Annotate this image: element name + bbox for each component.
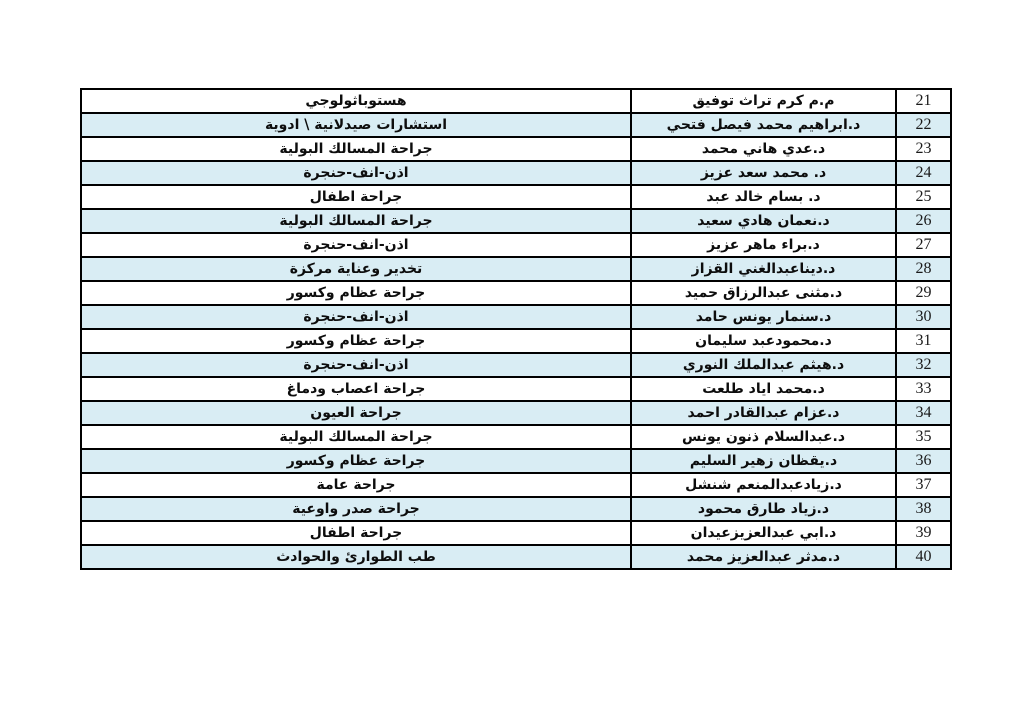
table-row — [81, 521, 951, 545]
row-number-cell: 23 — [896, 137, 951, 161]
specialty-cell: جراحة صدر واوعية — [81, 497, 631, 521]
row-number-cell: 32 — [896, 353, 951, 377]
doctor-name-cell: د.ديناعبدالغني القزاز — [631, 257, 896, 281]
specialty-cell: جراحة المسالك البولية — [81, 137, 631, 161]
table-row — [81, 89, 951, 113]
table-row — [81, 137, 951, 161]
doctor-name-cell: د.محمودعبد سليمان — [631, 329, 896, 353]
doctor-name-cell: د.مدثر عبدالعزيز محمد — [631, 545, 896, 569]
doctor-name-cell: د.سنمار يونس حامد — [631, 305, 896, 329]
doctors-table — [80, 88, 952, 570]
row-number-cell: 33 — [896, 377, 951, 401]
specialty-cell: جراحة اطفال — [81, 185, 631, 209]
table-row — [81, 377, 951, 401]
specialty-cell: جراحة عظام وكسور — [81, 449, 631, 473]
row-number-cell: 37 — [896, 473, 951, 497]
doctor-name-cell: د. بسام خالد عبد — [631, 185, 896, 209]
table-row — [81, 185, 951, 209]
table-row — [81, 425, 951, 449]
doctor-name-cell: د.محمد اياد طلعت — [631, 377, 896, 401]
table-row — [81, 473, 951, 497]
row-number-cell: 25 — [896, 185, 951, 209]
specialty-cell: اذن-انف-حنجرة — [81, 161, 631, 185]
table-row — [81, 233, 951, 257]
row-number-cell: 36 — [896, 449, 951, 473]
specialty-cell: جراحة اطفال — [81, 521, 631, 545]
specialty-cell: اذن-انف-حنجرة — [81, 353, 631, 377]
doctors-table-body — [81, 89, 951, 569]
specialty-cell: جراحة العيون — [81, 401, 631, 425]
specialty-cell: جراحة اعصاب ودماغ — [81, 377, 631, 401]
row-number-cell: 35 — [896, 425, 951, 449]
doctor-name-cell: د.مثنى عبدالرزاق حميد — [631, 281, 896, 305]
table-row — [81, 305, 951, 329]
table-row — [81, 497, 951, 521]
row-number-cell: 40 — [896, 545, 951, 569]
table-row — [81, 113, 951, 137]
doctor-name-cell: د.عزام عبدالقادر احمد — [631, 401, 896, 425]
specialty-cell: جراحة المسالك البولية — [81, 209, 631, 233]
doctor-name-cell: د.براء ماهر عزيز — [631, 233, 896, 257]
row-number-cell: 28 — [896, 257, 951, 281]
doctor-name-cell: د.عدي هاني محمد — [631, 137, 896, 161]
table-row — [81, 329, 951, 353]
doctor-name-cell: د.هيثم عبدالملك النوري — [631, 353, 896, 377]
specialty-cell: جراحة المسالك البولية — [81, 425, 631, 449]
table-row — [81, 161, 951, 185]
specialty-cell: جراحة عظام وكسور — [81, 329, 631, 353]
doctor-name-cell: م.م كرم تراث توفيق — [631, 89, 896, 113]
doctor-name-cell: د.عبدالسلام ذنون يونس — [631, 425, 896, 449]
table-row — [81, 281, 951, 305]
table-row — [81, 257, 951, 281]
row-number-cell: 22 — [896, 113, 951, 137]
doctor-name-cell: د.زيادعبدالمنعم شنشل — [631, 473, 896, 497]
specialty-cell: هستوباثولوجي — [81, 89, 631, 113]
row-number-cell: 21 — [896, 89, 951, 113]
specialty-cell: تخدير وعناية مركزة — [81, 257, 631, 281]
doctor-name-cell: د.نعمان هادي سعيد — [631, 209, 896, 233]
specialty-cell: طب الطوارئ والحوادث — [81, 545, 631, 569]
specialty-cell: جراحة عامة — [81, 473, 631, 497]
table-row — [81, 353, 951, 377]
row-number-cell: 24 — [896, 161, 951, 185]
row-number-cell: 39 — [896, 521, 951, 545]
table-row — [81, 401, 951, 425]
specialty-cell: جراحة عظام وكسور — [81, 281, 631, 305]
row-number-cell: 30 — [896, 305, 951, 329]
doctor-name-cell: د. محمد سعد عزيز — [631, 161, 896, 185]
row-number-cell: 38 — [896, 497, 951, 521]
doctor-name-cell: د.ابراهيم محمد فيصل فتحي — [631, 113, 896, 137]
doctor-name-cell: د.زياد طارق محمود — [631, 497, 896, 521]
table-row — [81, 449, 951, 473]
doctors-table-container — [80, 88, 952, 570]
row-number-cell: 29 — [896, 281, 951, 305]
row-number-cell: 34 — [896, 401, 951, 425]
doctor-name-cell: د.ابي عبدالعزيزعيدان — [631, 521, 896, 545]
table-row — [81, 545, 951, 569]
row-number-cell: 27 — [896, 233, 951, 257]
row-number-cell: 26 — [896, 209, 951, 233]
specialty-cell: اذن-انف-حنجرة — [81, 233, 631, 257]
doctor-name-cell: د.يقظان زهير السليم — [631, 449, 896, 473]
specialty-cell: اذن-انف-حنجرة — [81, 305, 631, 329]
row-number-cell: 31 — [896, 329, 951, 353]
specialty-cell: استشارات صيدلانية \ ادوية — [81, 113, 631, 137]
table-row — [81, 209, 951, 233]
